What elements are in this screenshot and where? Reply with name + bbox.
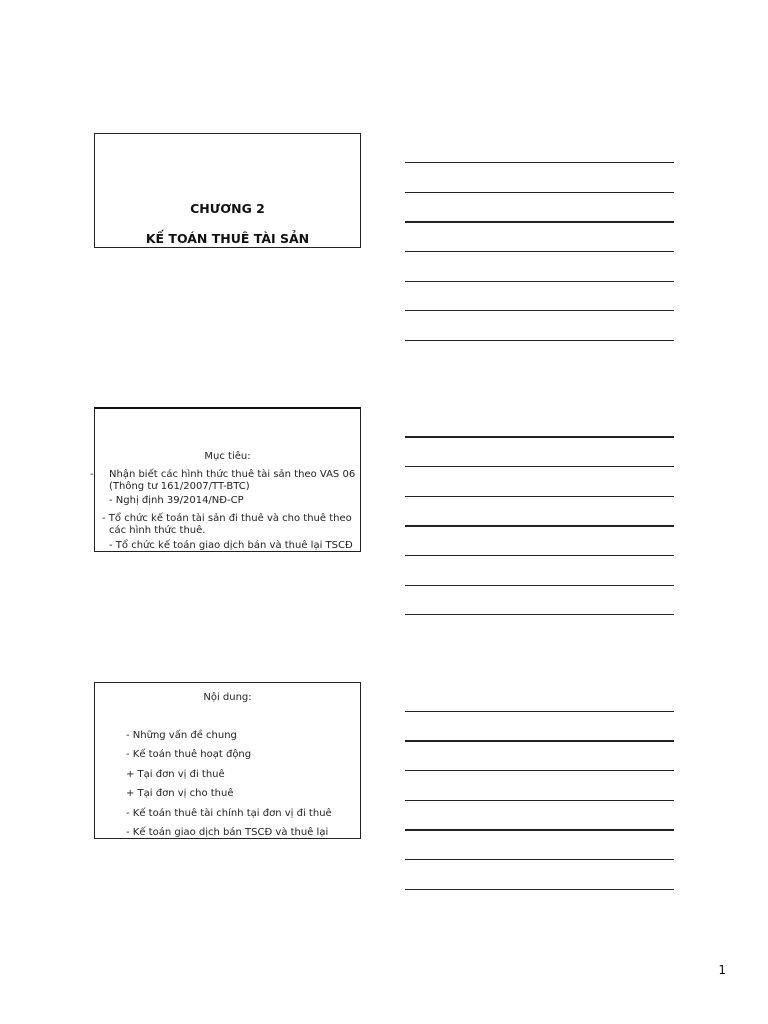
objective-1-line-1: Nhận biết các hình thức thuê tài sản theo VAS 06: [109, 469, 356, 480]
note-line: [405, 829, 674, 831]
note-line: [405, 800, 674, 801]
contents-heading: Nội dung:: [203, 692, 252, 703]
contents-item-1: - Những vấn đề chung: [126, 730, 237, 741]
contents-item-2: - Kế toán thuê hoạt động: [126, 749, 252, 760]
note-line: [405, 614, 674, 615]
objectives-heading: Mục tiêu:: [204, 451, 251, 462]
note-line: [405, 310, 674, 311]
note-line: [405, 711, 674, 712]
chapter-label: CHƯƠNG 2: [190, 201, 265, 216]
note-line: [405, 251, 674, 252]
note-line: [405, 340, 674, 341]
chapter-title: KẾ TOÁN THUÊ TÀI SẢN: [145, 231, 310, 246]
note-line: [405, 859, 674, 860]
note-line: [405, 436, 674, 438]
note-line: [405, 770, 674, 771]
note-line: [405, 585, 674, 586]
note-line: [405, 221, 674, 223]
note-line: [405, 192, 674, 193]
note-line: [405, 740, 674, 742]
page-number: 1: [718, 963, 726, 977]
objective-3-line-2: các hình thức thuê.: [109, 525, 206, 536]
objective-1-line-2: (Thông tư 161/2007/TT-BTC): [109, 481, 250, 492]
note-line: [405, 162, 674, 163]
note-line: [405, 525, 674, 527]
objective-2: - Nghị định 39/2014/NĐ-CP: [109, 495, 244, 506]
contents-item-5: - Kế toán thuê tài chính tại đơn vị đi thuê: [126, 808, 332, 819]
note-line: [405, 555, 674, 556]
note-line: [405, 889, 674, 890]
contents-item-4: + Tại đơn vị cho thuê: [126, 788, 234, 799]
note-line: [405, 466, 674, 467]
slide-2-objectives: [90, 407, 361, 552]
slide-1-title: [94, 133, 361, 248]
contents-item-6: - Kế toán giao dịch bán TSCĐ và thuê lại: [126, 827, 329, 838]
objective-3-line-1: - Tổ chức kế toán tài sản đi thuê và cho thuê theo: [102, 513, 352, 524]
contents-item-3: + Tại đơn vị đi thuê: [126, 769, 225, 780]
note-line: [405, 496, 674, 497]
objective-4: - Tổ chức kế toán giao dịch bán và thuê lại TSCĐ: [109, 540, 353, 551]
note-line: [405, 281, 674, 282]
slide-3-contents: [94, 682, 361, 839]
objective-bullet-1: -: [90, 469, 94, 480]
